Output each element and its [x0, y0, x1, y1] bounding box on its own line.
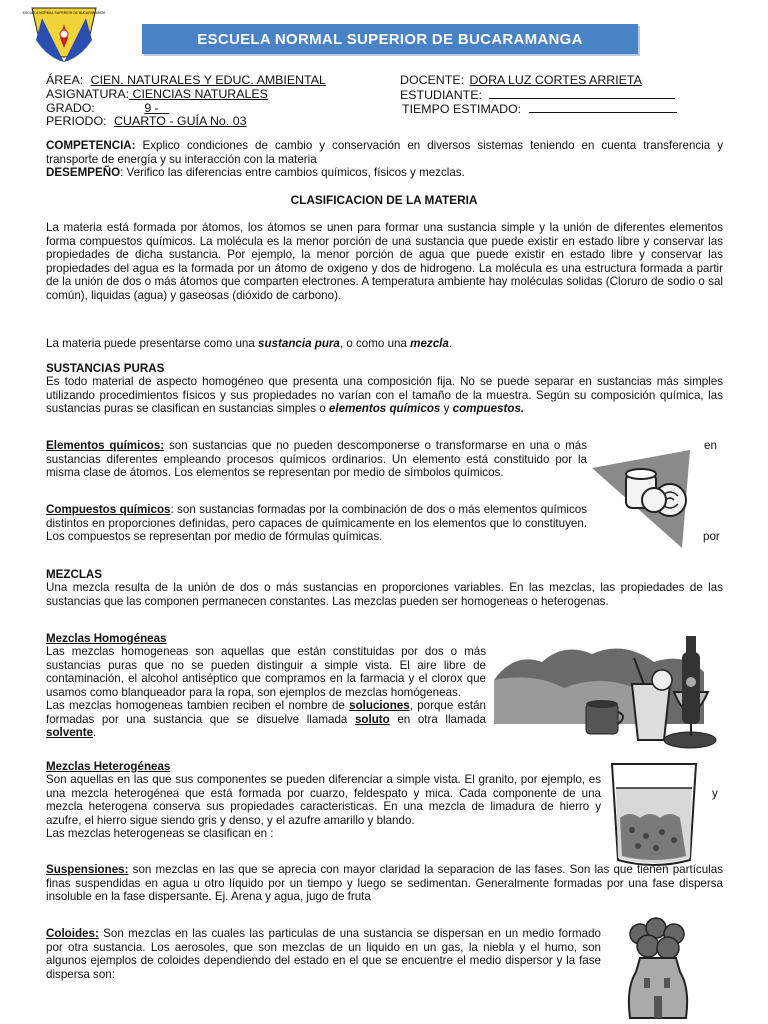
coloides-label: Coloides:	[46, 927, 99, 940]
puras-compuestos: compuestos.	[452, 402, 525, 415]
periodo-label: PERIODO:	[46, 114, 107, 128]
elementos-text: son sustancias que no pueden descomponerse o transformarse en una o más sustancias diferentes empleando procesos químicos ordinarios. Un elemento está constituido por la misma clase de átomos. Los elementos se representan por medio de símbolos químicos.	[46, 439, 587, 479]
competencia-block	[46, 139, 723, 180]
p2-mezcla: mezcla	[410, 337, 449, 350]
paragraph-coloides	[46, 927, 601, 981]
homogeneous-mixtures-illustration	[494, 632, 726, 754]
asignatura-row	[46, 88, 268, 102]
docente-row	[400, 74, 642, 88]
homogeneas-text: Las mezclas homogeneas son aquellas que están constituidas por dos o más sustancias puras que no se pueden distinguir a simple vista. El aire libre de contaminación, el alcohol antiséptico que compramos en la farmacia y el clorox que usamos como blanqueador para la ropa, son ejemplos de mezclas homógeneas.	[46, 645, 486, 699]
periodo-value: CUARTO - GUÍA No. 03	[114, 114, 247, 128]
estudiante-field[interactable]	[489, 88, 675, 99]
compuestos-text: : son sustancias formadas por la combinación de dos o más elementos químicos distintos en proporciones definidas, pero capaces de químicamente en los elementos que lo constituyen. Los compuestos se representan por medio de fórmulas químicas.	[46, 503, 587, 543]
heterogeneas-text: Son aquellas en las que sus componentes se pueden diferenciar a simple vista. El granito, por ejemplo, es una mezcla heterogénea que está formada por cuarzo, feldespato y mica. Cada componente de una mezcla heterogena conserva sus propiedades caracteristicas. En una mezcla de limadura de hierro y azufre, el hierro sigue siendo gris y denso, y el azufre amarillo y blando.	[46, 773, 601, 827]
suspensiones-text: son mezclas en las que se aprecia con mayor claridad la separacion de las fases. Son las que tienen partículas finas suspendidas en agua u otro líquido por un tiempo y luego se sedimentan. Generalmente formadas por una fase dispersa insoluble en la fase dispersante. Ej. Arena y agua, jugo de fruta	[46, 863, 723, 903]
puras-text: Es todo material de aspecto homogéneo que presenta una composición fija. No se puede separar en sustancias más simples utilizando procedimientos físicos y sus propiedades no varían con el tamaño de la muestra. Según su composición química, las sustancias puras se clasifican en sustancias simples o	[46, 375, 723, 415]
paragraph-materia-forms	[46, 337, 723, 351]
heading-homogeneas: Mezclas Homogéneas	[46, 632, 167, 645]
homogeneas-text-3: , porque están formadas por una sustancia que se disuelve llamada	[46, 699, 486, 726]
school-banner: ESCUELA NORMAL SUPERIOR DE BUCARAMANGA	[142, 24, 638, 54]
homogeneas-text-2: Las mezclas homogeneas tambien reciben el nombre de	[46, 699, 350, 712]
paragraph-heterogeneas	[46, 773, 601, 841]
compuestos-label: Compuestos químicos	[46, 503, 171, 516]
area-value: CIEN. NATURALES Y EDUC. AMBIENTAL	[90, 73, 326, 87]
heading-sustancias-puras: SUSTANCIAS PURAS	[46, 362, 165, 375]
desempeno-text: : Verifico las diferencias entre cambios químicos, físicos y mezclas.	[120, 166, 465, 179]
estudiante-row	[400, 88, 675, 103]
grado-value: 9 -	[144, 101, 163, 115]
coloides-text: Son mezclas en las cuales las particulas de una sustancia se dispersan en un medio formado por otra sustancia. Los aerosoles, que son mezclas de un liquido en un gas, la niebla y el humo, son algunos ejemplos de coloides dependiendo del estado en el que se encuentre el medio dispersor y la fase dispersa son:	[46, 927, 601, 981]
paragraph-homogeneas	[46, 645, 486, 740]
tiempo-label: TIEMPO ESTIMADO:	[402, 102, 522, 116]
tiempo-field[interactable]	[529, 102, 677, 113]
elementos-side-word: en	[704, 439, 717, 452]
heterogeneas-side-word: y	[712, 787, 718, 800]
heading-mezclas: MEZCLAS	[46, 568, 103, 581]
asignatura-value: CIENCIAS NATURALES	[129, 87, 268, 101]
p2-text-3: .	[448, 337, 453, 350]
tiempo-row	[402, 102, 677, 117]
heterogeneas-text-2: Las mezclas heterogeneas se clasifican en :	[46, 827, 274, 840]
area-label: ÁREA:	[46, 73, 84, 87]
paragraph-materia: La materia está formada por átomos, los átomos se unen para formar una sustancia simple y la unión de diferentes elementos forma compuestos químicos. La molécula es la menor porción de una sustancia que puede existir en estado libre y conservar las propiedades de dicha sustancia. Por ejemplo, la menor porción de agua que puede existir en estado libre y conservar las propiedades del agua es la formada por un átomo de oxigeno y dos de hidrogeno. La molécula es una estructura formada a partir de la unión de dos o más átomos que comparten electrones. A temperatura ambiente hay moléculas solidas (Cloruro de sodio o sal común), liquidas (agua) y gaseosas (dióxido de carbono).	[46, 221, 723, 302]
heading-heterogeneas: Mezclas Heterogéneas	[46, 760, 171, 773]
p2-sustancia-pura: sustancia pura	[258, 337, 340, 350]
section-title: CLASIFICACION DE LA MATERIA	[290, 193, 478, 207]
school-logo	[22, 4, 106, 66]
grado-label: GRADO:	[46, 101, 95, 115]
paragraph-mezclas: Una mezcla resulta de la unión de dos o más sustancias en proporciones variables. En las mezclas, las propiedades de las sustancias que las componen permanecen constantes. Las mezclas pueden ser homogeneas o heterogenas.	[46, 581, 723, 608]
competencia-text: Explico condiciones de cambio y conservación en diversos sistemas teniendo en cuenta transferencia y transporte de energía y su interacción con la materia	[46, 139, 723, 166]
paragraph-suspensiones	[46, 863, 723, 904]
asignatura-label: ASIGNATURA:	[46, 87, 130, 101]
homogeneas-solvente: solvente	[46, 726, 94, 739]
compuestos-side-word: por	[703, 530, 720, 543]
estudiante-label: ESTUDIANTE:	[400, 88, 482, 102]
elementos-label: Elementos químicos:	[46, 439, 165, 452]
p2-text-2: , o como una	[339, 337, 411, 350]
homogeneas-text-5: .	[93, 726, 97, 739]
puras-elementos: elementos químicos	[328, 402, 441, 415]
beaker-illustration	[606, 758, 702, 870]
puras-y: y	[440, 402, 453, 415]
docente-value: DORA LUZ CORTES ARRIETA	[469, 73, 642, 87]
suspensiones-label: Suspensiones:	[46, 863, 129, 876]
area-row	[46, 74, 326, 88]
paragraph-compuestos	[46, 503, 587, 544]
elements-illustration	[592, 448, 692, 550]
homogeneas-soluto: soluto	[354, 712, 390, 726]
competencia-label: COMPETENCIA:	[46, 139, 136, 152]
logo-text: ESCUELA NORMAL SUPERIOR DE BUCARAMANGA	[22, 11, 106, 15]
homogeneas-soluciones: soluciones	[349, 699, 410, 712]
docente-label: DOCENTE:	[400, 73, 465, 87]
p2-text: La materia puede presentarse como una	[46, 337, 259, 350]
desempeno-label: DESEMPEÑO	[46, 166, 121, 179]
periodo-row	[46, 115, 246, 129]
homogeneas-text-4: en otra llamada	[389, 712, 486, 726]
smoke-chimney-illustration	[620, 918, 696, 1022]
paragraph-elementos	[46, 439, 587, 480]
paragraph-sustancias-puras	[46, 375, 723, 416]
